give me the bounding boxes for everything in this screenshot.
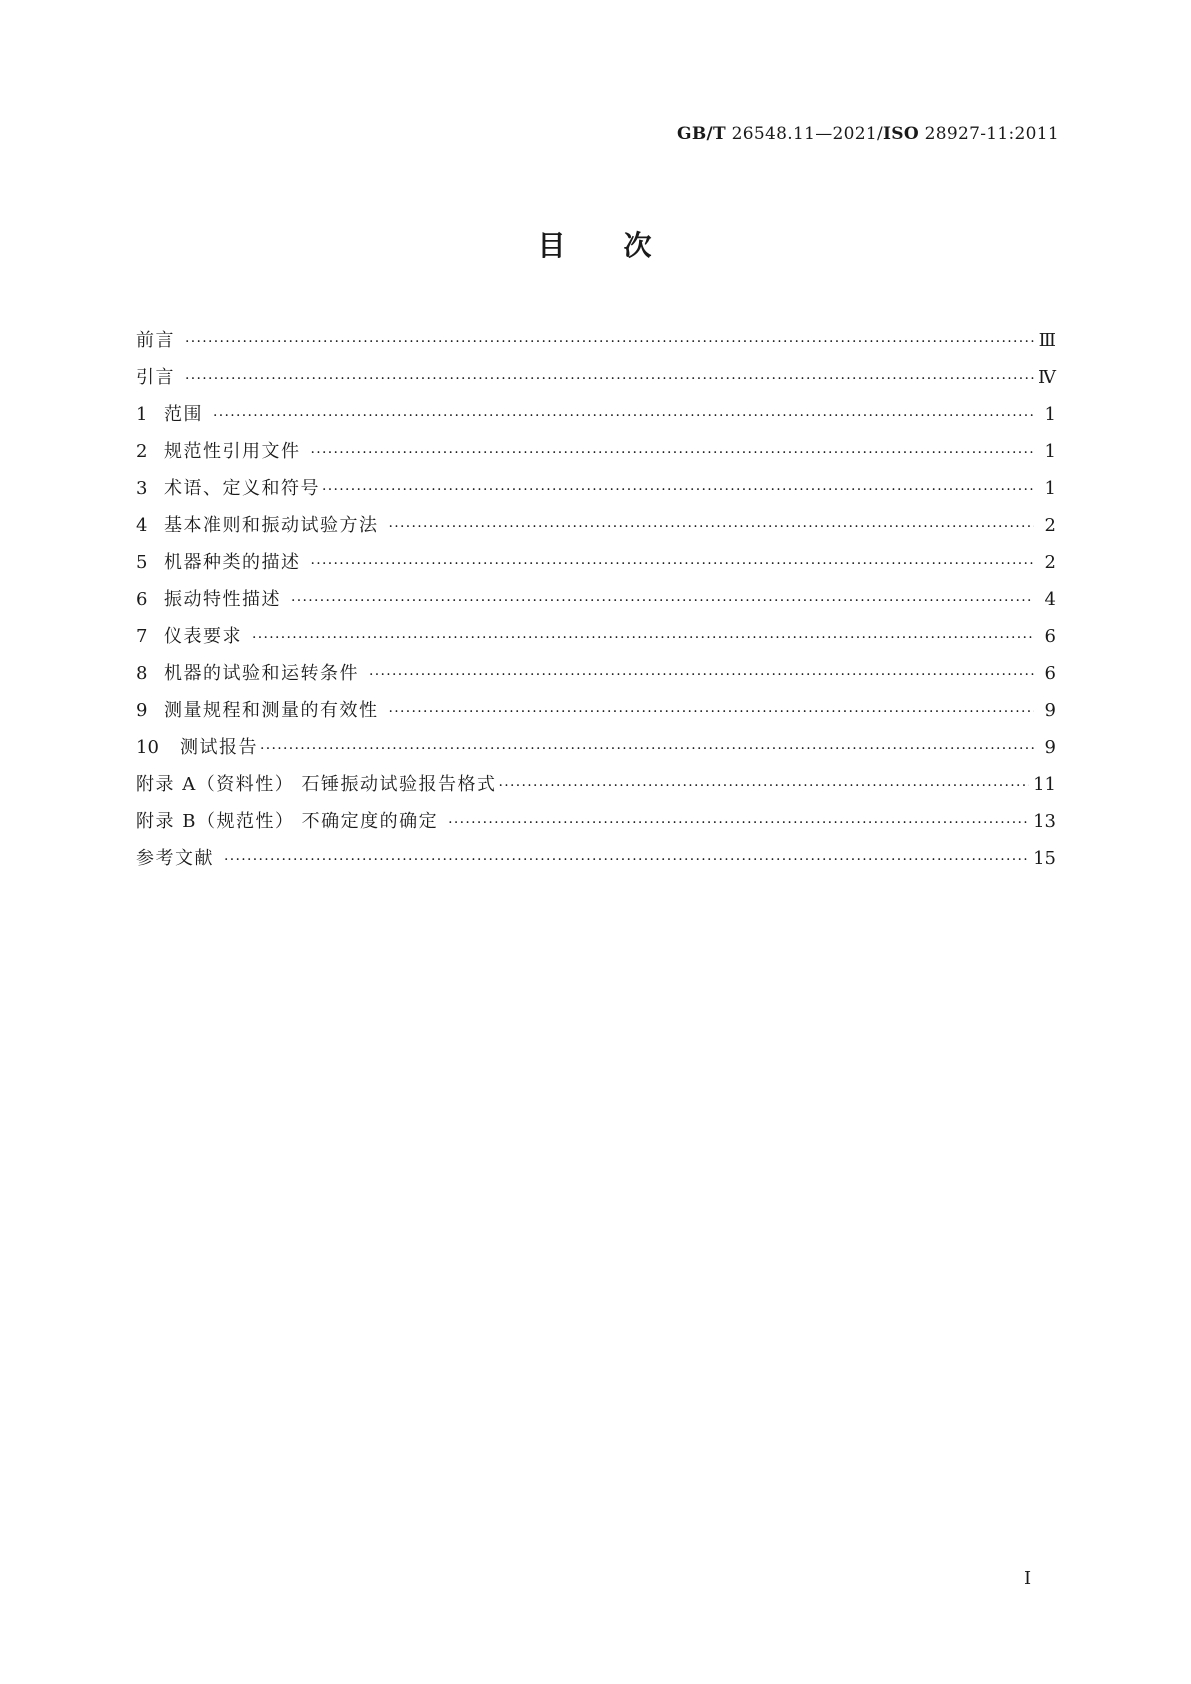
toc-entry-9[interactable] bbox=[136, 696, 1056, 733]
toc-leader-dots bbox=[311, 445, 1035, 461]
toc-entry-introduction[interactable] bbox=[136, 363, 1056, 400]
toc-entry-page: 6 bbox=[1044, 663, 1056, 684]
toc-entry-label: 规范性引用文件 bbox=[164, 441, 301, 462]
toc-entry-page: 11 bbox=[1033, 774, 1056, 795]
toc-entry-label: 附录 B（规范性） 不确定度的确定 bbox=[136, 811, 439, 832]
toc-entry-2[interactable] bbox=[136, 437, 1056, 474]
toc-entry-page: 9 bbox=[1044, 737, 1056, 758]
toc-leader-dots bbox=[213, 408, 1034, 424]
toc-entry-label: 范围 bbox=[164, 404, 203, 425]
toc-entry-number: 7 bbox=[136, 626, 148, 647]
toc-leader-dots bbox=[252, 630, 1034, 646]
toc-entry-number: 8 bbox=[136, 663, 148, 684]
toc-entry-page: Ⅳ bbox=[1038, 367, 1056, 388]
table-of-contents bbox=[136, 326, 1056, 881]
toc-leader-dots bbox=[185, 334, 1034, 350]
toc-entry-annex-a[interactable] bbox=[136, 770, 1056, 807]
toc-entry-bibliography[interactable] bbox=[136, 844, 1056, 881]
toc-entry-label: 前言 bbox=[136, 330, 175, 351]
toc-entry-page: 2 bbox=[1044, 515, 1056, 536]
toc-entry-page: 13 bbox=[1033, 811, 1056, 832]
iso-number: 28927-11:2011 bbox=[918, 124, 1059, 144]
title-char-2: 次 bbox=[623, 229, 654, 262]
toc-entry-label: 参考文献 bbox=[136, 848, 214, 869]
toc-entry-label: 振动特性描述 bbox=[164, 589, 281, 610]
toc-entry-page: 1 bbox=[1044, 404, 1056, 425]
toc-entry-page: 6 bbox=[1044, 626, 1056, 647]
toc-entry-number: 1 bbox=[136, 404, 148, 425]
toc-entry-label: 仪表要求 bbox=[164, 626, 242, 647]
toc-entry-number: 10 bbox=[136, 737, 159, 758]
toc-entry-6[interactable] bbox=[136, 585, 1056, 622]
toc-entry-label: 术语、定义和符号 bbox=[164, 478, 320, 499]
toc-entry-page: 1 bbox=[1044, 441, 1056, 462]
std-number: 26548.11—2021/ bbox=[725, 124, 883, 144]
toc-leader-dots bbox=[224, 852, 1029, 868]
toc-entry-4[interactable] bbox=[136, 511, 1056, 548]
toc-entry-page: 2 bbox=[1044, 552, 1056, 573]
page-number: I bbox=[1024, 1568, 1032, 1589]
toc-leader-dots bbox=[260, 741, 1034, 757]
toc-entry-label: 基本准则和振动试验方法 bbox=[164, 515, 379, 536]
toc-entry-10[interactable] bbox=[136, 733, 1056, 770]
toc-leader-dots bbox=[389, 704, 1035, 720]
toc-entry-number: 5 bbox=[136, 552, 148, 573]
toc-entry-8[interactable] bbox=[136, 659, 1056, 696]
page-title bbox=[0, 224, 1191, 264]
toc-entry-page: 4 bbox=[1044, 589, 1056, 610]
toc-leader-dots bbox=[389, 519, 1035, 535]
toc-entry-label: 机器种类的描述 bbox=[164, 552, 301, 573]
toc-entry-number: 6 bbox=[136, 589, 148, 610]
std-prefix: GB/T bbox=[677, 124, 726, 144]
toc-leader-dots bbox=[498, 778, 1029, 794]
toc-entry-1[interactable] bbox=[136, 400, 1056, 437]
toc-entry-3[interactable] bbox=[136, 474, 1056, 511]
toc-entry-number: 3 bbox=[136, 478, 148, 499]
toc-entry-annex-b[interactable] bbox=[136, 807, 1056, 844]
toc-entry-5[interactable] bbox=[136, 548, 1056, 585]
toc-entry-number: 9 bbox=[136, 700, 148, 721]
toc-leader-dots bbox=[448, 815, 1029, 831]
toc-leader-dots bbox=[185, 371, 1034, 387]
toc-entry-number: 2 bbox=[136, 441, 148, 462]
toc-entry-page: 9 bbox=[1044, 700, 1056, 721]
toc-entry-page: Ⅲ bbox=[1038, 330, 1056, 351]
toc-leader-dots bbox=[322, 482, 1034, 498]
toc-leader-dots bbox=[291, 593, 1034, 609]
toc-entry-label: 引言 bbox=[136, 367, 175, 388]
toc-entry-label: 测量规程和测量的有效性 bbox=[164, 700, 379, 721]
toc-entry-page: 15 bbox=[1033, 848, 1056, 869]
toc-entry-label: 机器的试验和运转条件 bbox=[164, 663, 359, 684]
standard-number-header bbox=[677, 124, 1059, 144]
title-char-1: 目 bbox=[537, 229, 568, 262]
toc-leader-dots bbox=[369, 667, 1034, 683]
toc-entry-page: 1 bbox=[1044, 478, 1056, 499]
toc-entry-foreword[interactable] bbox=[136, 326, 1056, 363]
toc-entry-number: 4 bbox=[136, 515, 148, 536]
toc-entry-7[interactable] bbox=[136, 622, 1056, 659]
iso-prefix: ISO bbox=[882, 124, 919, 144]
toc-leader-dots bbox=[311, 556, 1035, 572]
toc-entry-label: 测试报告 bbox=[180, 737, 258, 758]
toc-entry-label: 附录 A（资料性） 石锤振动试验报告格式 bbox=[136, 774, 497, 795]
